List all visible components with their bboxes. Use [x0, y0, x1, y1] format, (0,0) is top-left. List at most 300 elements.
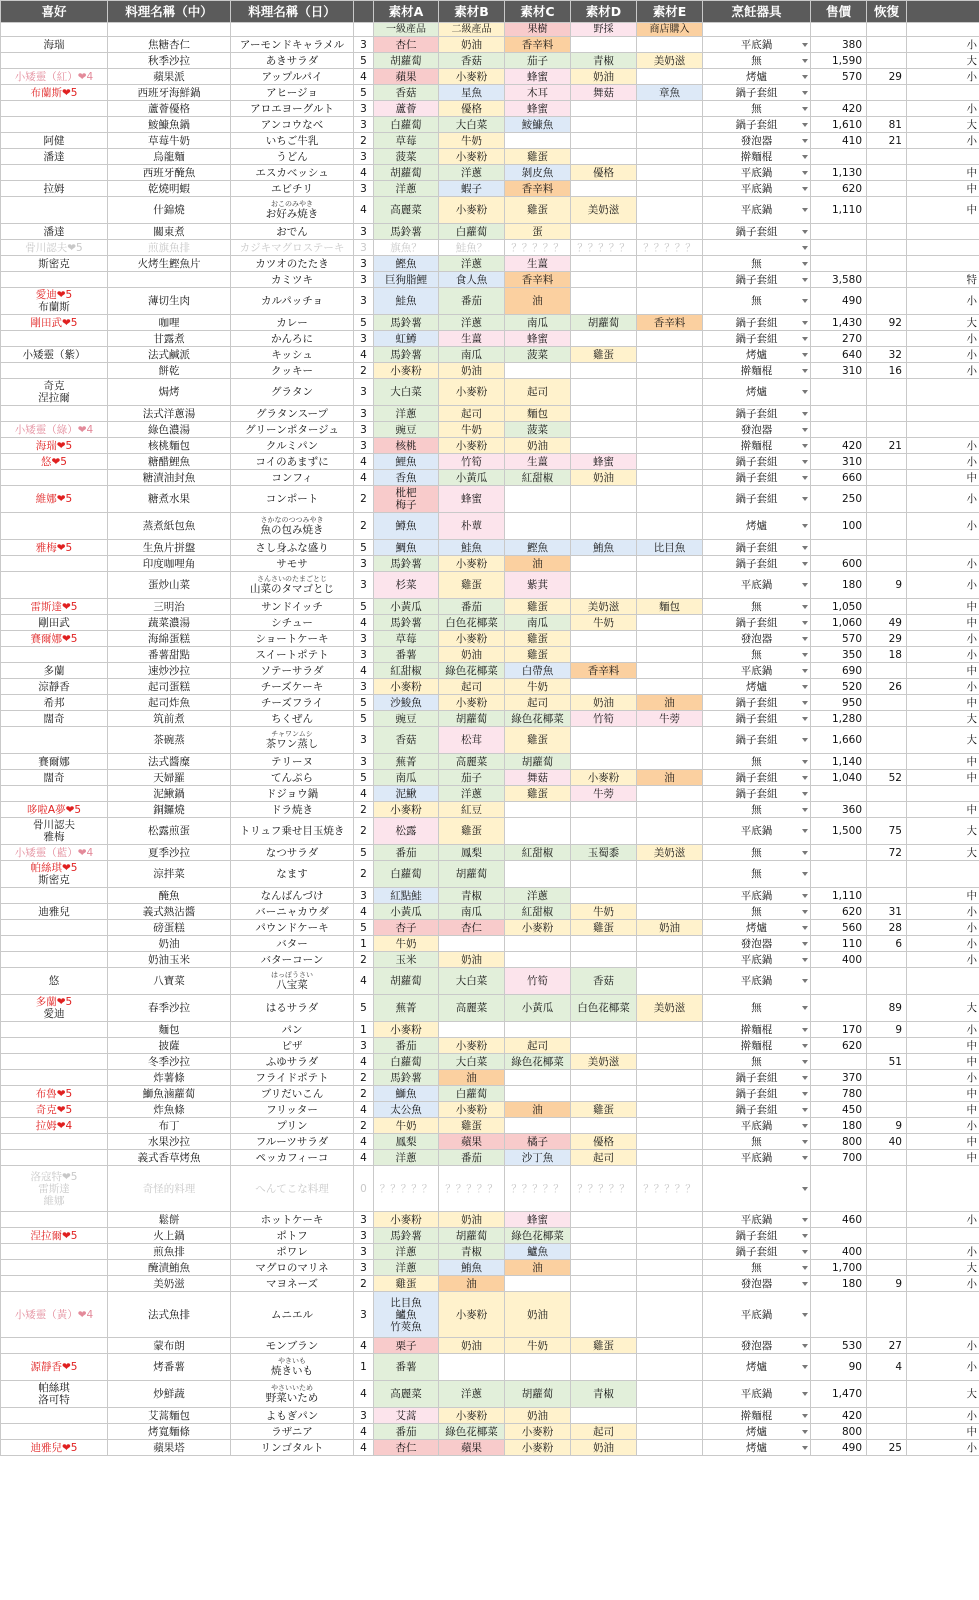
- chevron-down-icon[interactable]: [802, 910, 808, 914]
- cooking-tool-select[interactable]: [703, 663, 811, 679]
- favorite-cell: [1, 1054, 108, 1070]
- ingredient-name: 洋蔥: [461, 1388, 482, 1400]
- cooking-tool-select[interactable]: [703, 53, 811, 69]
- ingredient-name: 油: [664, 771, 675, 784]
- ingredient-name: 高麗菜: [455, 1002, 488, 1014]
- cooking-tool-select[interactable]: [703, 133, 811, 149]
- chevron-down-icon[interactable]: [802, 546, 808, 550]
- chevron-down-icon[interactable]: [802, 1414, 808, 1418]
- ingredient-b: [439, 1354, 505, 1381]
- cooking-tool-select[interactable]: [703, 1166, 811, 1212]
- ingredient-c: [505, 149, 571, 165]
- table-row: [1, 995, 979, 1022]
- cooking-tool-select[interactable]: [703, 711, 811, 727]
- chevron-down-icon[interactable]: [802, 685, 808, 689]
- ingredient-count: 4: [354, 786, 374, 802]
- price-cell: 380: [811, 37, 867, 53]
- recovery-cell: [867, 727, 907, 754]
- cooking-tool-select[interactable]: [703, 331, 811, 347]
- ingredient-d: [571, 1086, 637, 1102]
- price-cell: 1,130: [811, 165, 867, 181]
- cooking-tool-select[interactable]: [703, 454, 811, 470]
- chevron-down-icon[interactable]: [802, 208, 808, 212]
- cooking-tool-select[interactable]: [703, 1038, 811, 1054]
- favorite-cell: [1, 197, 108, 224]
- dish-name-ja-text: バターコーン: [260, 953, 324, 966]
- favorite-cell: [1, 888, 108, 904]
- cooking-tool-select[interactable]: [703, 224, 811, 240]
- cooking-tool-select[interactable]: [703, 936, 811, 952]
- ingredient-name: 太公魚: [390, 1103, 422, 1116]
- cooking-tool-select[interactable]: [703, 888, 811, 904]
- dish-name-ja: [231, 406, 354, 422]
- cooking-tool-select[interactable]: [703, 995, 811, 1022]
- cooking-tool-select[interactable]: [703, 572, 811, 599]
- table-row: [1, 599, 979, 615]
- ingredient-count: 4: [354, 1440, 374, 1456]
- ingredient-d: [571, 422, 637, 438]
- cooking-tool-select[interactable]: [703, 861, 811, 888]
- ingredient-a: [374, 1038, 439, 1054]
- cooking-tool-value: 平底鍋: [740, 579, 773, 591]
- favorite-cell: [1, 53, 108, 69]
- ingredient-d: [571, 770, 637, 786]
- chevron-down-icon[interactable]: [802, 1282, 808, 1286]
- ingredient-name: 香菇: [395, 734, 417, 746]
- table-row: [1, 904, 979, 920]
- chevron-down-icon[interactable]: [802, 605, 808, 609]
- price-cell: 1,660: [811, 727, 867, 754]
- favorite-cell: [1, 663, 108, 679]
- chevron-down-icon[interactable]: [802, 444, 808, 448]
- cooking-tool-select[interactable]: [703, 85, 811, 101]
- cooking-tool-select[interactable]: [703, 727, 811, 754]
- cooking-tool-select[interactable]: [703, 149, 811, 165]
- chevron-down-icon[interactable]: [802, 717, 808, 721]
- ingredient-name: 香菇: [395, 86, 417, 99]
- price-cell: [811, 422, 867, 438]
- cooking-tool-value: 平底鍋: [740, 1213, 773, 1226]
- ingredient-count: 4: [354, 470, 374, 486]
- cooking-tool-select[interactable]: [703, 695, 811, 711]
- size-cell: 小: [907, 133, 979, 149]
- ingredient-name: 雞蛋: [461, 579, 482, 591]
- cooking-tool-select[interactable]: [703, 1118, 811, 1134]
- recovery-cell: [867, 556, 907, 572]
- ingredient-d: [571, 1212, 637, 1228]
- ingredient-a: [374, 952, 439, 968]
- chevron-down-icon[interactable]: [802, 390, 808, 394]
- chevron-down-icon[interactable]: [802, 1344, 808, 1348]
- cooking-tool-select[interactable]: [703, 197, 811, 224]
- cooking-tool-select[interactable]: [703, 315, 811, 331]
- cooking-tool-select[interactable]: [703, 615, 811, 631]
- recovery-cell: [867, 1244, 907, 1260]
- chevron-down-icon[interactable]: [802, 776, 808, 780]
- cooking-tool-select[interactable]: [703, 486, 811, 513]
- price-cell: 520: [811, 679, 867, 695]
- size-cell: 中: [907, 1134, 979, 1150]
- chevron-down-icon[interactable]: [802, 497, 808, 501]
- cooking-tool-select[interactable]: [703, 1054, 811, 1070]
- chevron-down-icon[interactable]: [802, 59, 808, 63]
- chevron-down-icon[interactable]: [802, 75, 808, 79]
- ingredient-name: 小麥粉: [455, 150, 488, 163]
- price-cell: 780: [811, 1086, 867, 1102]
- cooking-tool-value: 鍋子套組: [735, 712, 778, 725]
- cooking-tool-select[interactable]: [703, 1354, 811, 1381]
- chevron-down-icon[interactable]: [802, 524, 808, 528]
- ingredient-a: [374, 1070, 439, 1086]
- recovery-cell: 40: [867, 1134, 907, 1150]
- ingredient-c: [505, 631, 571, 647]
- recovery-cell: [867, 1212, 907, 1228]
- ingredient-c: [505, 1260, 571, 1276]
- cooking-tool-select[interactable]: [703, 165, 811, 181]
- cooking-tool-select[interactable]: [703, 1212, 811, 1228]
- ingredient-name: 蜂蜜: [527, 102, 548, 115]
- size-cell: 中: [907, 1424, 979, 1440]
- dish-name-ja-text: なつサラダ: [265, 846, 319, 859]
- ingredient-c: [505, 679, 571, 695]
- chevron-down-icon[interactable]: [802, 107, 808, 111]
- table-row: [1, 663, 979, 679]
- cooking-tool-select[interactable]: [703, 818, 811, 845]
- dish-name-zh: 烏龍麵: [108, 149, 231, 165]
- ingredient-d: [571, 572, 637, 599]
- ingredient-name: 鮟鱇魚: [521, 118, 554, 131]
- ingredient-name: 起司: [527, 386, 548, 398]
- table-row: [1, 240, 979, 256]
- cooking-tool-select[interactable]: [703, 968, 811, 995]
- ingredient-name: 大白菜: [455, 118, 488, 131]
- size-cell: 中: [907, 888, 979, 904]
- chevron-down-icon[interactable]: [802, 942, 808, 946]
- chevron-down-icon[interactable]: [802, 637, 808, 641]
- cooking-tool-select[interactable]: [703, 1022, 811, 1038]
- chevron-down-icon[interactable]: [802, 1218, 808, 1222]
- ingredient-d: [571, 288, 637, 315]
- ingredient-e: [637, 1276, 703, 1292]
- chevron-down-icon[interactable]: [802, 958, 808, 962]
- ingredient-b: [439, 53, 505, 69]
- ingredient-name: 香菇: [593, 975, 614, 987]
- favorite-name: 斯密克: [38, 257, 70, 270]
- dish-name-zh: 起司炸魚: [108, 695, 231, 711]
- ingredient-c: [505, 1212, 571, 1228]
- ingredient-name: 馬鈴薯: [390, 348, 422, 361]
- chevron-down-icon[interactable]: [802, 91, 808, 95]
- ingredient-e: [637, 888, 703, 904]
- chevron-down-icon[interactable]: [802, 1060, 808, 1064]
- table-row: [1, 331, 979, 347]
- dish-name-ja: [231, 802, 354, 818]
- legend-cell: [811, 23, 867, 37]
- chevron-down-icon[interactable]: [802, 428, 808, 432]
- cooking-tool-select[interactable]: [703, 1276, 811, 1292]
- chevron-down-icon[interactable]: [802, 1006, 808, 1010]
- chevron-down-icon[interactable]: [802, 738, 808, 742]
- chevron-down-icon[interactable]: [802, 583, 808, 587]
- dish-name-ja: [231, 995, 354, 1022]
- ingredient-c: [505, 968, 571, 995]
- chevron-down-icon[interactable]: [802, 562, 808, 566]
- cooking-tool-select[interactable]: [703, 438, 811, 454]
- ingredient-name: 胡蘿蔔: [390, 975, 422, 987]
- cooking-tool-select[interactable]: [703, 952, 811, 968]
- chevron-down-icon[interactable]: [802, 1365, 808, 1369]
- dish-name-zh: 美奶滋: [108, 1276, 231, 1292]
- chevron-down-icon[interactable]: [802, 669, 808, 673]
- chevron-down-icon[interactable]: [802, 829, 808, 833]
- cooking-tool-select[interactable]: [703, 920, 811, 936]
- ingredient-name: 奶油: [593, 1441, 614, 1454]
- chevron-down-icon[interactable]: [802, 926, 808, 930]
- dish-name-ja: [231, 1276, 354, 1292]
- ingredient-e: [637, 1070, 703, 1086]
- favorite-cell: [1, 861, 108, 888]
- ingredient-name: 紅點鮭: [390, 889, 422, 902]
- cooking-tool-select[interactable]: [703, 1102, 811, 1118]
- price-cell: 1,610: [811, 117, 867, 133]
- cooking-tool-select[interactable]: [703, 101, 811, 117]
- chevron-down-icon[interactable]: [802, 1028, 808, 1032]
- cooking-tool-select[interactable]: [703, 647, 811, 663]
- chevron-down-icon[interactable]: [802, 1108, 808, 1112]
- ingredient-e: [637, 438, 703, 454]
- recovery-cell: [867, 379, 907, 406]
- ingredient-name: 豌豆: [395, 712, 417, 725]
- chevron-down-icon[interactable]: [802, 139, 808, 143]
- table-row: [1, 861, 979, 888]
- ingredient-c: [505, 615, 571, 631]
- table-row: [1, 631, 979, 647]
- ingredient-name: 美奶滋: [587, 204, 620, 216]
- cooking-tool-value: 發泡器: [740, 632, 773, 645]
- chevron-down-icon[interactable]: [802, 246, 808, 250]
- ingredient-name: 蛋: [532, 225, 543, 238]
- cooking-tool-select[interactable]: [703, 256, 811, 272]
- chevron-down-icon[interactable]: [802, 808, 808, 812]
- ingredient-a: [374, 1244, 439, 1260]
- chevron-down-icon[interactable]: [802, 460, 808, 464]
- cooking-tool-select[interactable]: [703, 904, 811, 920]
- chevron-down-icon[interactable]: [802, 792, 808, 796]
- ingredient-d: [571, 861, 637, 888]
- cooking-tool-select[interactable]: [703, 363, 811, 379]
- cooking-tool-select[interactable]: [703, 556, 811, 572]
- dish-name-ja: [231, 1070, 354, 1086]
- size-cell: 小: [907, 101, 979, 117]
- chevron-down-icon[interactable]: [802, 1124, 808, 1128]
- chevron-down-icon[interactable]: [802, 369, 808, 373]
- ingredient-b: [439, 85, 505, 101]
- ingredient-b: [439, 1292, 505, 1338]
- chevron-down-icon[interactable]: [802, 43, 808, 47]
- chevron-down-icon[interactable]: [802, 262, 808, 266]
- price-cell: [811, 995, 867, 1022]
- chevron-down-icon[interactable]: [802, 1430, 808, 1434]
- chevron-down-icon[interactable]: [802, 621, 808, 625]
- ingredient-name: 杏仁: [395, 1441, 417, 1454]
- cooking-tool-select[interactable]: [703, 379, 811, 406]
- cooking-tool-select[interactable]: [703, 69, 811, 85]
- cooking-tool-select[interactable]: [703, 422, 811, 438]
- ingredient-a: [374, 470, 439, 486]
- chevron-down-icon[interactable]: [802, 337, 808, 341]
- dish-name-ja-text: ちくぜん: [271, 712, 313, 725]
- dish-name-ja: [231, 1022, 354, 1038]
- cooking-tool-select[interactable]: [703, 406, 811, 422]
- cooking-tool-select[interactable]: [703, 845, 811, 861]
- chevron-down-icon[interactable]: [802, 894, 808, 898]
- ingredient-name: 香菇: [461, 54, 482, 67]
- ingredient-count: 3: [354, 727, 374, 754]
- cooking-tool-select[interactable]: [703, 181, 811, 197]
- ingredient-count: 3: [354, 272, 374, 288]
- chevron-down-icon[interactable]: [802, 872, 808, 876]
- ingredient-name: 雞蛋: [461, 1119, 482, 1132]
- price-cell: 620: [811, 904, 867, 920]
- cooking-tool-select[interactable]: [703, 1070, 811, 1086]
- ingredient-name: 香魚: [395, 471, 417, 484]
- price-cell: 450: [811, 1102, 867, 1118]
- cooking-tool-select[interactable]: [703, 770, 811, 786]
- cooking-tool-select[interactable]: [703, 1228, 811, 1244]
- cooking-tool-select[interactable]: [703, 1338, 811, 1354]
- ingredient-d: [571, 1381, 637, 1408]
- chevron-down-icon[interactable]: [802, 1092, 808, 1096]
- recovery-cell: [867, 165, 907, 181]
- favorite-cell: [1, 406, 108, 422]
- cooking-tool-select[interactable]: [703, 1086, 811, 1102]
- ingredient-d: [571, 695, 637, 711]
- chevron-down-icon[interactable]: [802, 1392, 808, 1396]
- cooking-tool-select[interactable]: [703, 240, 811, 256]
- ingredient-name: 雞蛋: [461, 825, 482, 837]
- chevron-down-icon[interactable]: [802, 353, 808, 357]
- dish-name-ja-text: うどん: [276, 150, 308, 163]
- dish-name-ja: [231, 952, 354, 968]
- chevron-down-icon[interactable]: [802, 412, 808, 416]
- chevron-down-icon[interactable]: [802, 1140, 808, 1144]
- favorite-cell: [1, 454, 108, 470]
- recovery-cell: [867, 454, 907, 470]
- chevron-down-icon[interactable]: [802, 1234, 808, 1238]
- dish-name-ja: [231, 1054, 354, 1070]
- chevron-down-icon[interactable]: [802, 476, 808, 480]
- cooking-tool-select[interactable]: [703, 347, 811, 363]
- size-cell: 小: [907, 363, 979, 379]
- ingredient-b: [439, 1228, 505, 1244]
- cooking-tool-select[interactable]: [703, 513, 811, 540]
- cooking-tool-select[interactable]: [703, 1381, 811, 1408]
- cooking-tool-select[interactable]: [703, 1260, 811, 1276]
- chevron-down-icon[interactable]: [802, 851, 808, 855]
- ingredient-e: [637, 1424, 703, 1440]
- cooking-tool-select[interactable]: [703, 802, 811, 818]
- ingredient-b: [439, 379, 505, 406]
- ingredient-name: 優格: [593, 1135, 614, 1148]
- dish-name-ja-text: ラザニア: [271, 1425, 313, 1438]
- chevron-down-icon[interactable]: [802, 1250, 808, 1254]
- ingredient-count: 3: [354, 149, 374, 165]
- chevron-down-icon[interactable]: [802, 1266, 808, 1270]
- cooking-tool-select[interactable]: [703, 1134, 811, 1150]
- chevron-down-icon[interactable]: [802, 171, 808, 175]
- cooking-tool-select[interactable]: [703, 288, 811, 315]
- cooking-tool-select[interactable]: [703, 754, 811, 770]
- ingredient-name: 油: [532, 557, 543, 570]
- cooking-tool-select[interactable]: [703, 1408, 811, 1424]
- chevron-down-icon[interactable]: [802, 979, 808, 983]
- chevron-down-icon[interactable]: [802, 230, 808, 234]
- chevron-down-icon[interactable]: [802, 1313, 808, 1317]
- ingredient-e: [637, 727, 703, 754]
- cooking-tool-select[interactable]: [703, 631, 811, 647]
- size-cell: [907, 1166, 979, 1212]
- dish-name-ja: [231, 754, 354, 770]
- ingredient-e: [637, 679, 703, 695]
- size-cell: 小: [907, 331, 979, 347]
- ingredient-a: [374, 85, 439, 101]
- cooking-tool-select[interactable]: [703, 786, 811, 802]
- ingredient-d: [571, 1408, 637, 1424]
- cooking-tool-select[interactable]: [703, 599, 811, 615]
- dish-name-ja-text: ポワレ: [276, 1245, 308, 1258]
- cooking-tool-select[interactable]: [703, 272, 811, 288]
- ingredient-c: [505, 85, 571, 101]
- cooking-tool-select[interactable]: [703, 1424, 811, 1440]
- chevron-down-icon[interactable]: [802, 701, 808, 705]
- chevron-down-icon[interactable]: [802, 321, 808, 325]
- cooking-tool-select[interactable]: [703, 117, 811, 133]
- cooking-tool-select[interactable]: [703, 1292, 811, 1338]
- price-cell: 400: [811, 1244, 867, 1260]
- chevron-down-icon[interactable]: [802, 1187, 808, 1191]
- chevron-down-icon[interactable]: [802, 760, 808, 764]
- cooking-tool-select[interactable]: [703, 1150, 811, 1166]
- chevron-down-icon[interactable]: [802, 187, 808, 191]
- cooking-tool-select[interactable]: [703, 37, 811, 53]
- cooking-tool-select[interactable]: [703, 540, 811, 556]
- chevron-down-icon[interactable]: [802, 1076, 808, 1080]
- dish-name-ja: [231, 486, 354, 513]
- chevron-down-icon[interactable]: [802, 1044, 808, 1048]
- chevron-down-icon[interactable]: [802, 278, 808, 282]
- chevron-down-icon[interactable]: [802, 653, 808, 657]
- ingredient-e: [637, 37, 703, 53]
- cooking-tool-select[interactable]: [703, 679, 811, 695]
- chevron-down-icon[interactable]: [802, 299, 808, 303]
- chevron-down-icon[interactable]: [802, 1446, 808, 1450]
- ingredient-d: [571, 952, 637, 968]
- chevron-down-icon[interactable]: [802, 123, 808, 127]
- recovery-cell: 27: [867, 1338, 907, 1354]
- cooking-tool-select[interactable]: [703, 1244, 811, 1260]
- ingredient-b: [439, 1134, 505, 1150]
- recovery-cell: [867, 486, 907, 513]
- size-cell: [907, 224, 979, 240]
- cooking-tool-select[interactable]: [703, 470, 811, 486]
- price-cell: 1,500: [811, 818, 867, 845]
- favorite-name: 雷斯達: [38, 1182, 70, 1195]
- chevron-down-icon[interactable]: [802, 1156, 808, 1160]
- favorite-name: 骨川認夫❤5: [25, 241, 83, 254]
- chevron-down-icon[interactable]: [802, 155, 808, 159]
- ingredient-name: 高麗菜: [390, 204, 422, 216]
- cooking-tool-select[interactable]: [703, 1440, 811, 1456]
